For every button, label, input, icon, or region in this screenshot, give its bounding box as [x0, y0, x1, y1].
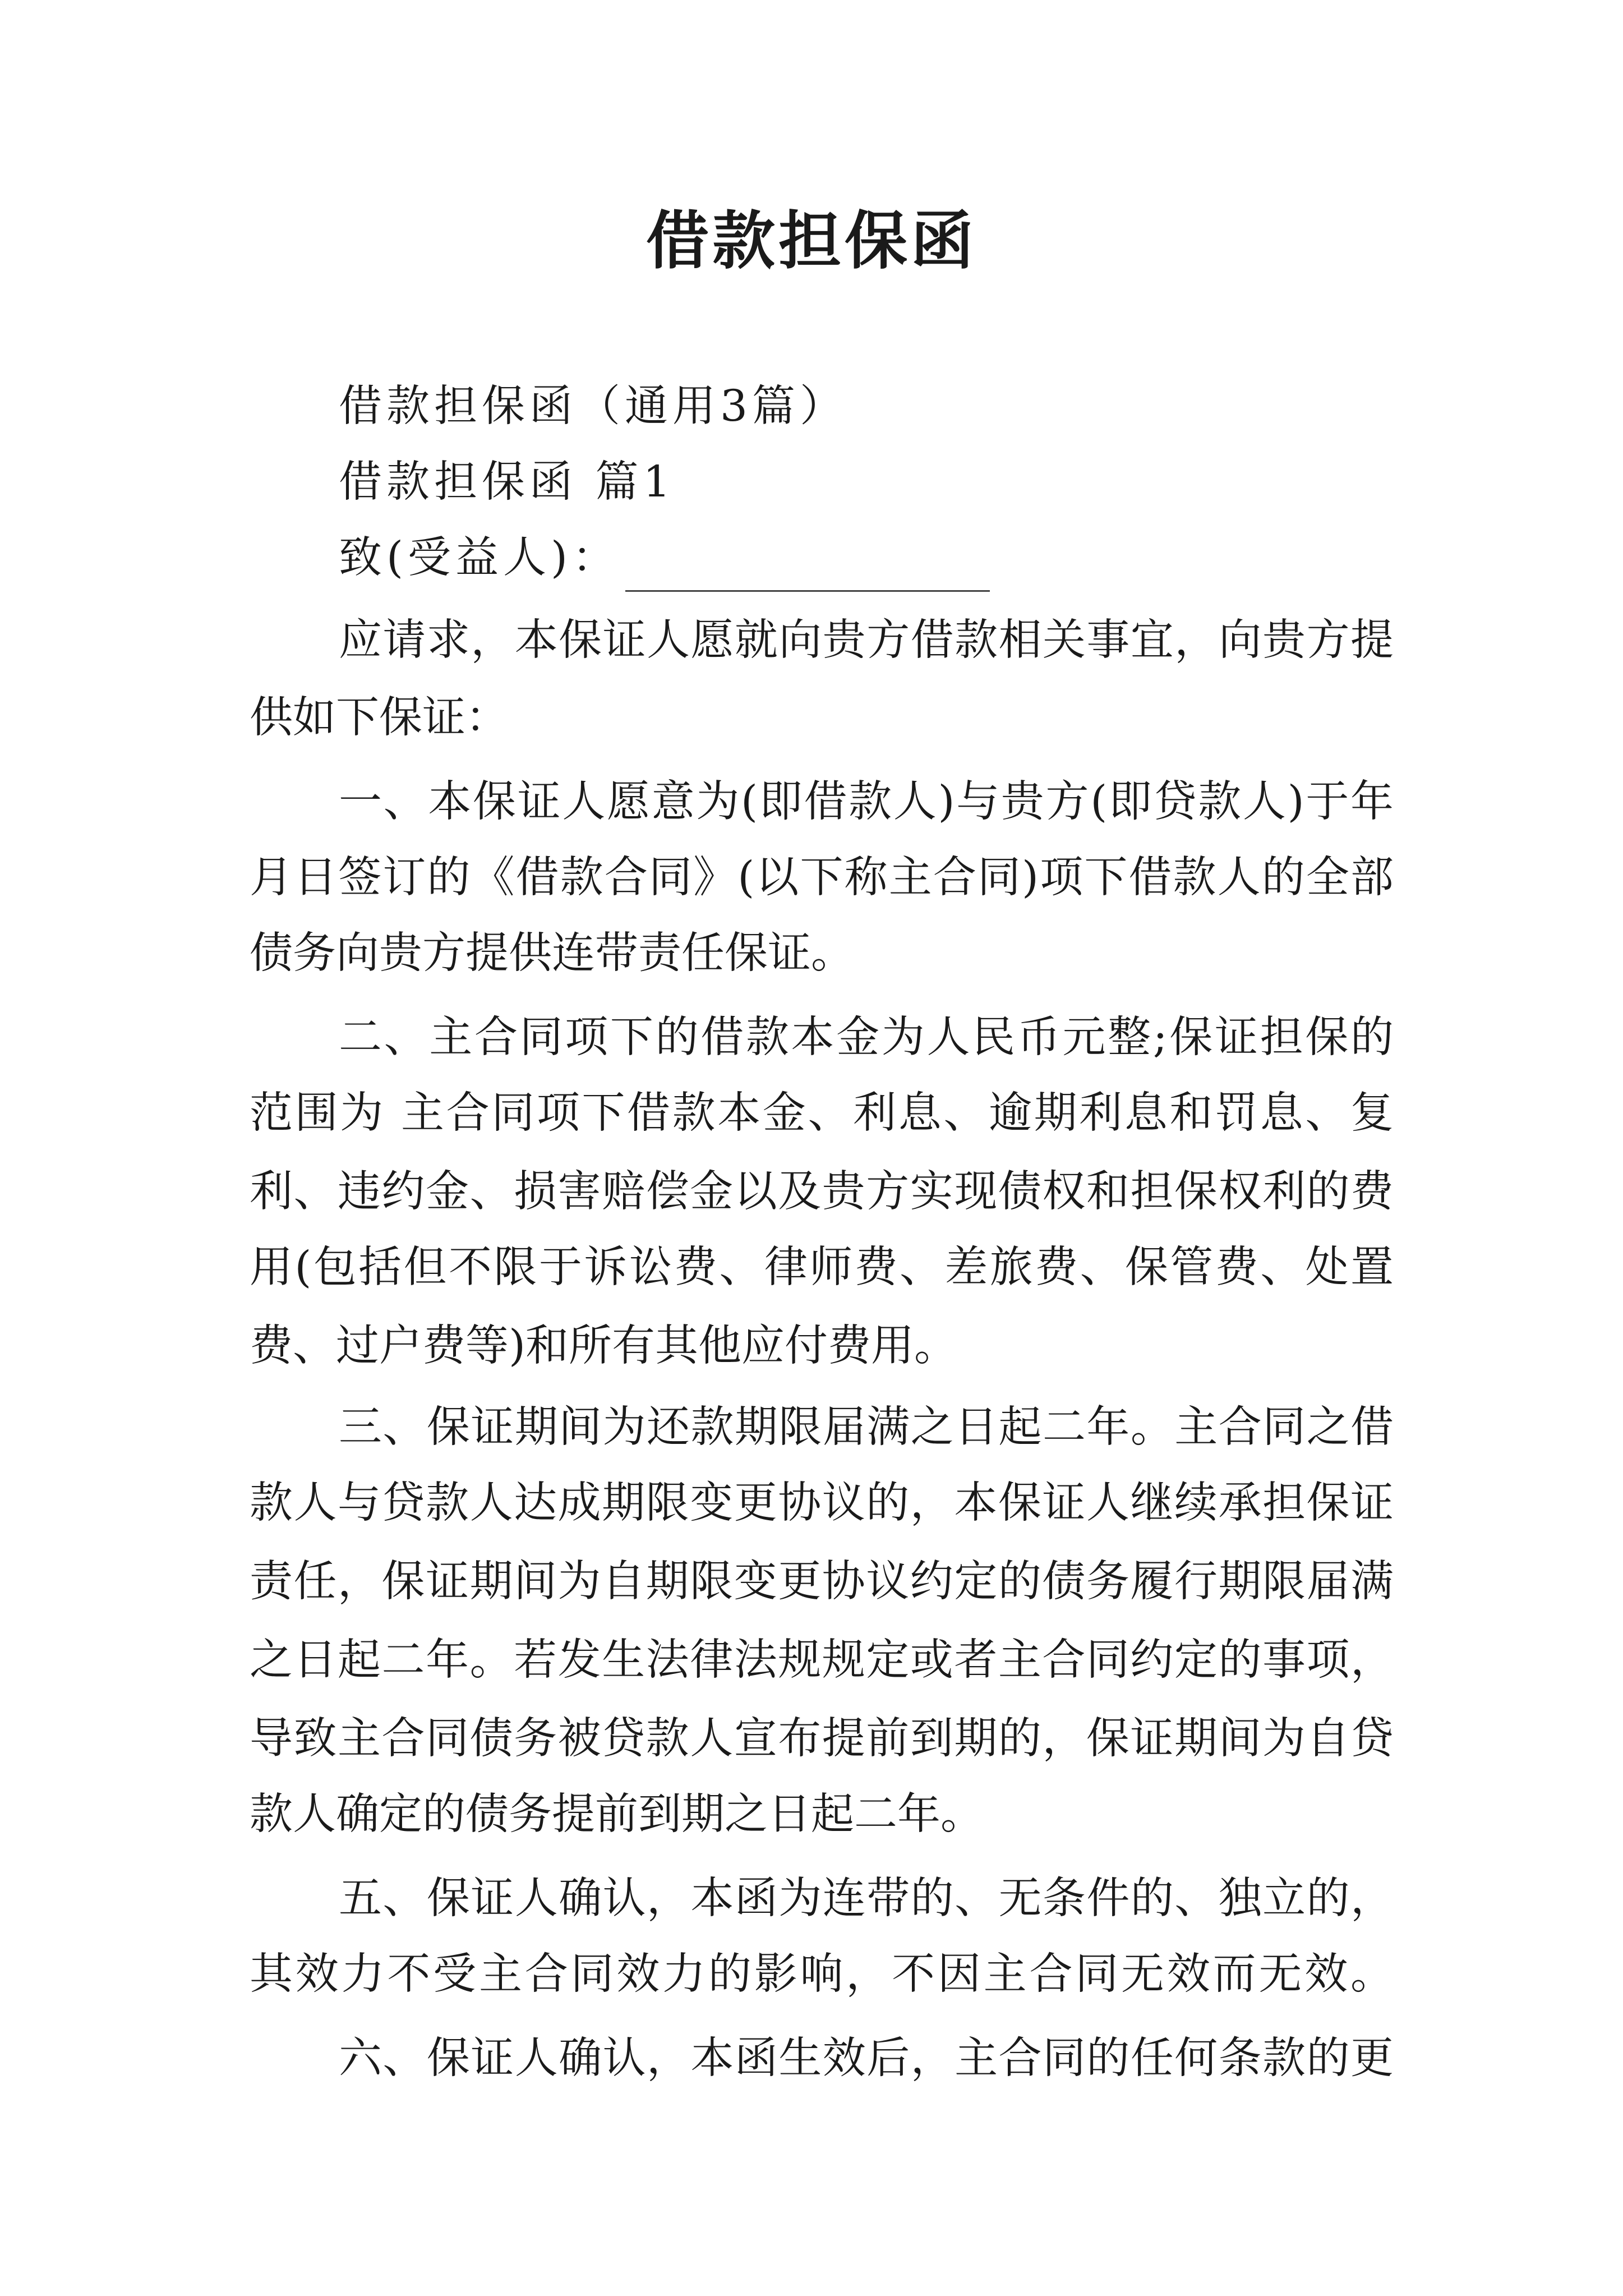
- paragraph-line: 用(包括但不限于诉讼费、律师费、差旅费、保管费、处置: [250, 1243, 1394, 1292]
- paragraph-line: 款人确定的债务提前到期之日起二年。: [250, 1789, 984, 1839]
- paragraph-line: 六、保证人确认，本函生效后，主合同的任何条款的更: [339, 2033, 1394, 2083]
- paragraph-line: 其效力不受主合同效力的影响，不因主合同无效而无效。: [250, 1949, 1394, 1999]
- paragraph-line: 一、本保证人愿意为(即借款人)与贵方(即贷款人)于年: [339, 777, 1394, 827]
- document-subtitle: 借款担保函（通用3篇）: [339, 381, 847, 431]
- paragraph-line: 五、保证人确认，本函为连带的、无条件的、独立的，: [339, 1874, 1394, 1924]
- paragraph-line: 债务向贵方提供连带责任保证。: [250, 928, 854, 978]
- paragraph-line: 费、过户费等)和所有其他应付费用。: [250, 1321, 958, 1371]
- beneficiary-blank: [625, 551, 990, 592]
- paragraph-line: 之日起二年。若发生法律法规规定或者主合同约定的事项，: [250, 1635, 1394, 1685]
- paragraph-line: 导致主合同债务被贷款人宣布提前到期的，保证期间为自贷: [250, 1714, 1394, 1764]
- paragraph-line: 款人与贷款人达成期限变更协议的，本保证人继续承担保证: [250, 1478, 1394, 1528]
- beneficiary-line: [339, 524, 1394, 592]
- paragraph-line: 责任，保证期间为自期限变更协议约定的债务履行期限届满: [250, 1557, 1394, 1607]
- document-title: 借款担保函: [646, 204, 977, 278]
- paragraph-line: 二、主合同项下的借款本金为人民币元整;保证担保的: [339, 1013, 1394, 1062]
- paragraph-line: 月日签订的《借款合同》(以下称主合同)项下借款人的全部: [250, 853, 1394, 903]
- paragraph-line: 供如下保证：: [250, 693, 509, 743]
- paragraph-line: 利、违约金、损害赔偿金以及贵方实现债权和担保权利的费: [250, 1167, 1394, 1217]
- paragraph-line: 三、保证期间为还款期限届满之日起二年。主合同之借: [339, 1402, 1394, 1452]
- paragraph-line: 范围为 主合同项下借款本金、利息、逾期利息和罚息、复: [250, 1088, 1394, 1138]
- beneficiary-label: 致(受益人)：: [339, 533, 620, 583]
- paragraph-line: 应请求，本保证人愿就向贵方借款相关事宜，向贵方提: [339, 615, 1394, 665]
- part-heading: 借款担保函 篇1: [339, 457, 675, 507]
